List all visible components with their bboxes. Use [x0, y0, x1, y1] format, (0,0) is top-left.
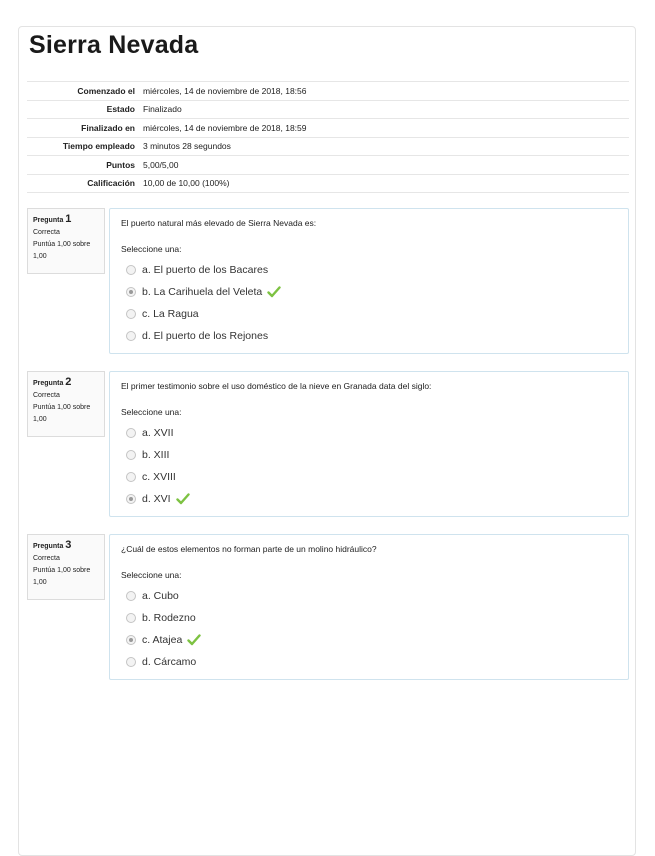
correct-check-icon: [187, 634, 201, 646]
answer-list: [126, 422, 190, 510]
summary-value: Finalizado: [139, 100, 629, 119]
answer-option[interactable]: [126, 422, 190, 444]
question-status: Correcta: [33, 229, 60, 236]
answer-list: [126, 259, 281, 347]
question-score: Puntúa 1,00 sobre 1,00: [33, 567, 91, 586]
answer-label: a. XVII: [142, 427, 174, 439]
answer-radio[interactable]: [126, 450, 136, 460]
answer-radio[interactable]: [126, 613, 136, 623]
answer-label: c. La Ragua: [142, 308, 199, 320]
answer-label: b. Rodezno: [142, 612, 196, 624]
summary-label: Tiempo empleado: [27, 137, 139, 156]
answer-prompt: Seleccione una:: [121, 407, 182, 417]
summary-label: Comenzado el: [27, 82, 139, 101]
summary-label: Estado: [27, 100, 139, 119]
answer-radio[interactable]: [126, 428, 136, 438]
summary-value: 5,00/5,00: [139, 156, 629, 175]
answer-label: d. XVI: [142, 493, 171, 505]
question-number-value: 1: [65, 213, 72, 225]
answer-list: [126, 585, 201, 673]
answer-prompt: Seleccione una:: [121, 570, 182, 580]
answer-label: b. XIII: [142, 449, 170, 461]
answer-label: d. Cárcamo: [142, 656, 197, 668]
question-text: El primer testimonio sobre el uso doméstico de la nieve en Granada data del siglo:: [121, 381, 432, 391]
summary-row: [27, 137, 629, 156]
question-score: Puntúa 1,00 sobre 1,00: [33, 241, 91, 260]
answer-label: d. El puerto de los Rejones: [142, 330, 269, 342]
question-number: [33, 376, 99, 390]
correct-check-icon: [267, 286, 281, 298]
question-info: [27, 534, 105, 600]
question-number: [33, 539, 99, 553]
question-label: Pregunta: [33, 543, 64, 550]
question-number: [33, 213, 99, 227]
question-score: Puntúa 1,00 sobre 1,00: [33, 404, 91, 423]
summary-row: [27, 119, 629, 138]
answer-radio[interactable]: [126, 472, 136, 482]
answer-radio[interactable]: [126, 635, 136, 645]
answer-option[interactable]: [126, 585, 201, 607]
answer-label: b. La Carihuela del Veleta: [142, 286, 263, 298]
question-content: [109, 371, 629, 517]
answer-radio[interactable]: [126, 657, 136, 667]
summary-value: 10,00 de 10,00 (100%): [139, 174, 629, 193]
question-content: [109, 208, 629, 354]
summary-row: [27, 174, 629, 193]
answer-radio[interactable]: [126, 309, 136, 319]
answer-option[interactable]: [126, 303, 281, 325]
answer-radio[interactable]: [126, 265, 136, 275]
question-content: [109, 534, 629, 680]
answer-radio[interactable]: [126, 331, 136, 341]
question-label: Pregunta: [33, 217, 64, 224]
page-title: Sierra Nevada: [29, 31, 199, 59]
summary-row: [27, 100, 629, 119]
answer-label: c. XVIII: [142, 471, 176, 483]
answer-option[interactable]: [126, 444, 190, 466]
correct-check-icon: [176, 493, 190, 505]
answer-radio[interactable]: [126, 287, 136, 297]
answer-label: a. El puerto de los Bacares: [142, 264, 269, 276]
summary-value: miércoles, 14 de noviembre de 2018, 18:56: [139, 82, 629, 101]
summary-label: Finalizado en: [27, 119, 139, 138]
summary-row: [27, 82, 629, 101]
answer-option[interactable]: [126, 259, 281, 281]
answer-radio[interactable]: [126, 494, 136, 504]
summary-label: Calificación: [27, 174, 139, 193]
answer-option[interactable]: [126, 651, 201, 673]
question-status: Correcta: [33, 392, 60, 399]
question-text: ¿Cuál de estos elementos no forman parte de un molino hidráulico?: [121, 544, 377, 554]
answer-option[interactable]: [126, 325, 281, 347]
question-number-value: 2: [65, 376, 72, 388]
answer-prompt: Seleccione una:: [121, 244, 182, 254]
attempt-summary-table: [27, 81, 629, 193]
answer-label: c. Atajea: [142, 634, 183, 646]
summary-row: [27, 156, 629, 175]
answer-radio[interactable]: [126, 591, 136, 601]
answer-option[interactable]: [126, 281, 281, 303]
answer-option[interactable]: [126, 488, 190, 510]
question-status: Correcta: [33, 555, 60, 562]
question-info: [27, 208, 105, 274]
summary-value: 3 minutos 28 segundos: [139, 137, 629, 156]
summary-label: Puntos: [27, 156, 139, 175]
answer-option[interactable]: [126, 629, 201, 651]
answer-option[interactable]: [126, 607, 201, 629]
summary-value: miércoles, 14 de noviembre de 2018, 18:59: [139, 119, 629, 138]
question-text: El puerto natural más elevado de Sierra Nevada es:: [121, 218, 317, 228]
answer-label: a. Cubo: [142, 590, 179, 602]
question-info: [27, 371, 105, 437]
question-number-value: 3: [65, 539, 72, 551]
question-label: Pregunta: [33, 380, 64, 387]
answer-option[interactable]: [126, 466, 190, 488]
quiz-review-page: [18, 26, 636, 856]
